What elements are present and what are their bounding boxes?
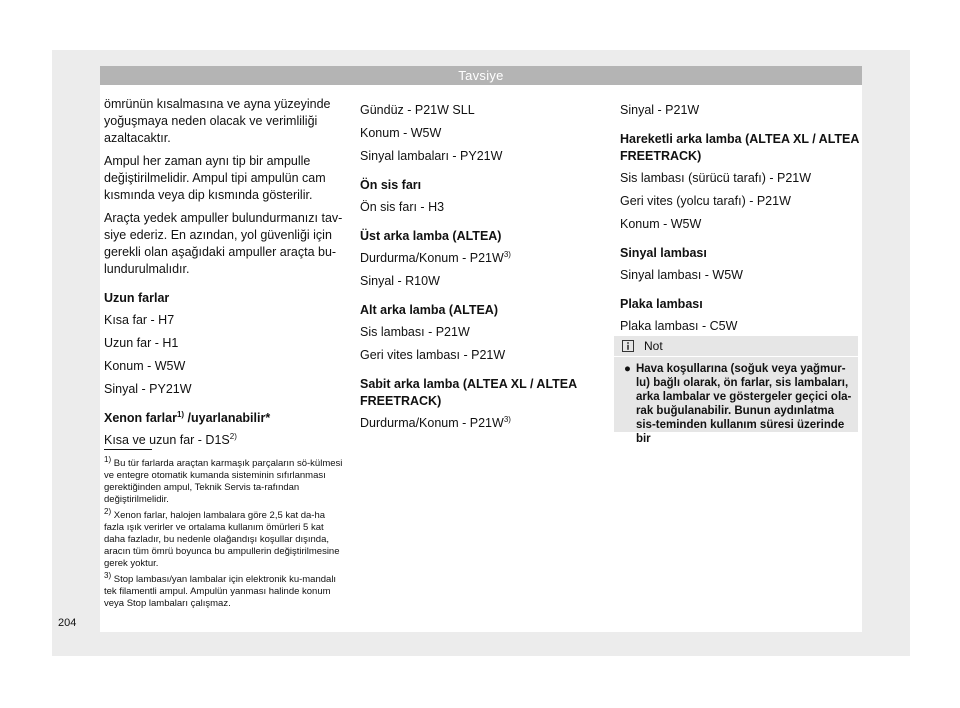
footnote-ref: 3) [503,414,511,424]
list-item: Geri vites (yolcu tarafı) - P21W [620,194,791,208]
heading-sabit-arka-lamba: Sabit arka lamba (ALTEA XL / ALTEA FREETRACK) [360,377,577,408]
list-item: Geri vites lambası - P21W [360,348,506,362]
note-title: Not [644,339,663,353]
heading-ust-arka-lamba: Üst arka lamba (ALTEA) [360,229,502,243]
item-text: Durdurma/Konum - P21W [360,251,504,265]
column-3 [620,102,860,341]
info-icon [622,340,634,352]
list-item: Sinyal - PY21W [104,382,192,396]
list-item: Ön sis farı - H3 [360,200,445,214]
list-item: Konum - W5W [104,359,186,373]
note-header [614,336,858,357]
note-box [614,336,858,445]
heading-uzun-farlar: Uzun farlar [104,291,170,305]
footnote-text: Stop lambası/yan lambalar için elektronik ku-mandalı tek filamentli ampul. Ampulün yanması halinde konum veya Stop lambaları çalışmaz. [104,574,337,609]
footnote-ref: 2) [229,431,237,441]
heading-xenon-farlar [104,410,344,427]
note-text: Hava koşullarına (soğuk veya yağmur-lu) bağlı olarak, ön farlar, sis lambaları, arka lambalar ve göstergeler geçici ola-rak buğulanabilir. Bunun aydınlatma sis-teminden kullanım süresi üzerinde bir [635,363,852,445]
paragraph: ömrünün kısalmasına ve ayna yüzeyinde yoğuşmaya neden olacak ve verimliliği azaltacaktır. [104,97,331,145]
list-item: Sinyal lambaları - PY21W [360,149,503,163]
footnotes [104,454,344,614]
list-item: Sis lambası - P21W [360,325,470,339]
list-item: Kısa far - H7 [104,313,175,327]
footnote-mark: 2) [104,506,112,516]
list-item: Gündüz - P21W SLL [360,103,475,117]
paragraph: Araçta yedek ampuller bulundurmanızı tav-siye ederiz. En azından, yol güvenliği için gerekli olan aşağıdaki ampuller araçta bu-lundurulmalıdır. [104,211,343,276]
item-text: Durdurma/Konum - P21W [360,416,504,430]
heading-sinyal-lambasi: Sinyal lambası [620,246,707,260]
heading-hareketli-arka-lamba: Hareketli arka lamba (ALTEA XL / ALTEA FREETRACK) [620,132,859,163]
list-item: Uzun far - H1 [104,336,179,350]
note-content [614,357,858,446]
footnote-ref: 3) [503,249,511,259]
column-1 [104,96,344,455]
bullet-icon: ● [624,363,631,375]
footnote-divider [104,449,152,450]
footnote-ref: 1) [176,409,185,419]
footnote [104,570,344,610]
footnote-mark: 3) [104,570,112,580]
list-item: Sinyal lambası - W5W [620,268,743,282]
list-item [104,432,344,449]
footnote [104,454,344,506]
footnote-text: Bu tür farlarda araçtan karmaşık parçaların sö-külmesi ve entegre otomatik kumanda sisteminin sıfırlanması gerektiğinden ampul, Teknik Servis ta-rafından değiştirilmelidir. [104,458,343,505]
heading-on-sis-fari: Ön sis farı [360,178,422,192]
heading-alt-arka-lamba: Alt arka lamba (ALTEA) [360,303,498,317]
paragraph: Ampul her zaman aynı tip bir ampulle değiştirilmelidir. Ampul tipi ampulün cam kısmında veya dip kısmında gösterilir. [104,154,326,202]
footnote [104,506,344,570]
footnote-text: Xenon farlar, halojen lambalara göre 2,5 kat da-ha fazla ışık verirler ve ortalama kullanım ömürleri 5 kat daha fazladır, bu nedenle olağandışı koşullar dışında, aracın tüm ömrü boyunca bu ampullerin değiştirilmesine gerek yoktur. [104,510,340,569]
list-item [360,250,600,267]
section-header: Tavsiye [100,66,862,85]
list-item: Konum - W5W [360,126,442,140]
list-item: Plaka lambası - C5W [620,319,738,333]
list-item [360,415,600,432]
list-item: Sinyal - P21W [620,103,700,117]
heading-plaka-lambasi: Plaka lambası [620,297,703,311]
heading-text: /uyarlanabilir* [184,411,271,425]
list-item: Sis lambası (sürücü tarafı) - P21W [620,171,812,185]
list-item: Konum - W5W [620,217,702,231]
page-number: 204 [58,617,77,629]
heading-text: Xenon farlar [104,411,177,425]
footnote-mark: 1) [104,454,112,464]
list-item: Sinyal - R10W [360,274,440,288]
column-2 [360,102,600,438]
item-text: Kısa ve uzun far - D1S [104,433,230,447]
